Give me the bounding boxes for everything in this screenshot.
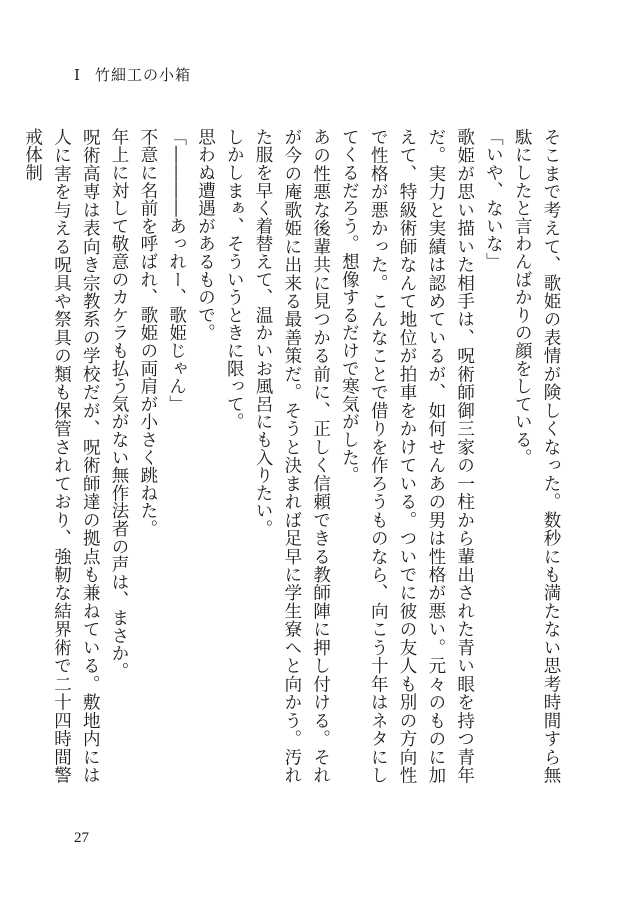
running-head [74, 64, 191, 85]
paragraph: 呪術高専は表向き宗教系の学校だが、呪術師達の拠点も兼ねている。敷地内には人に害を与える呪具や祭具の類も保管されており、強靭な結界術で二十四時間警戒体制 [22, 128, 101, 784]
paragraph: あの性悪な後輩共に見つかる前に、正しく信頼できる教師陣に押し付ける。それが今の庵歌姫に出来る最善策だ。そうと決まれば足早に学生寮へと向かう。汚れた服を早く着替えて、温かいお風呂にも入りたい。 [253, 128, 331, 784]
paragraph: 思わぬ遭遇があるもので。 [195, 128, 216, 342]
page-number: 27 [74, 830, 89, 846]
body-text [18, 128, 565, 784]
paragraph: 「いや、ないな」 [483, 128, 504, 271]
chapter-number: I [74, 66, 81, 84]
paragraph: 歌姫が思い描いた相手は、呪術師御三家の一柱から輩出された青い眼を持つ青年だ。実力と実績は認めているが、如何せんあの男は性格が悪い。元々のものに加えて、特級術師なんて地位が拍車をかけている。ついでに彼の友人も別の方向性で性格が悪かった。こんなことで借りを作ろうものなら、向こう十年はネタにしてくるだろう。想像するだけで寒気がした。 [339, 128, 475, 784]
paragraph: しかしまぁ、そういうときに限って。 [224, 128, 245, 431]
paragraph: そこまで考えて、歌姫の表情が険しくなった。数秒にも満たない思考時間すら無駄にしたと言わんばかりの顔をしている。 [512, 128, 561, 784]
paragraph: 年上に対して敬意のカケラも払う気がない無作法者の声は、まさか。 [109, 128, 130, 680]
paragraph: 不意に名前を呼ばれ、歌姫の両肩が小さく跳ねた。 [137, 128, 158, 538]
chapter-title: 竹細工の小箱 [94, 66, 191, 84]
paragraph: 「――――あっれー、歌姫じゃん」 [166, 128, 187, 413]
